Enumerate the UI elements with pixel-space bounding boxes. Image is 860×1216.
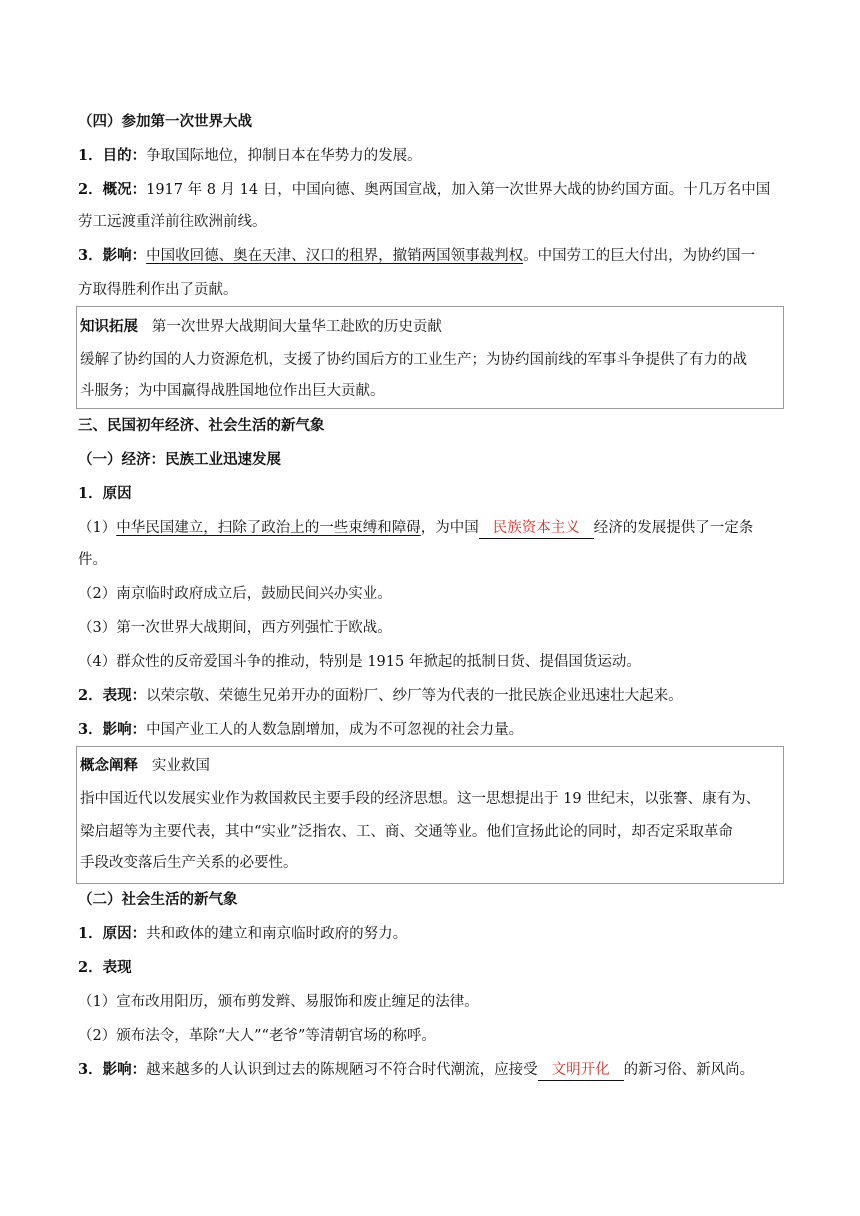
ww1-overview (78, 179, 782, 201)
mid-text: ，为中国 (420, 520, 479, 536)
suffix-text: 的新习俗、新风尚。 (623, 1062, 755, 1078)
econ-impact (78, 719, 782, 741)
performance-text: 以荣宗敬、荣德生兄弟开办的面粉厂、纱厂等为代表的一批民族企业迅速壮大起来。 (146, 688, 683, 704)
impact-text: 越来越多的人认识到过去的陈规陋习不符合时代潮流，应接受 (146, 1062, 538, 1078)
box-line: 缓解了协约国的人力资源危机，支援了协约国后方的工业生产；为协约国前线的军事斗争提供了有力的战 (80, 352, 747, 368)
econ-reason-1 (78, 517, 782, 539)
overview-text: 1917 年 8 月 14 日，中国向德、奥两国宣战，加入第一次世界大战的协约国方面。十几万名中国 (146, 182, 771, 198)
soc-impact (78, 1059, 782, 1081)
purpose-label: 1．目的： (78, 147, 147, 164)
concept-explanation-box (76, 746, 784, 884)
box-line: 手段改变落后生产关系的必要性。 (80, 855, 298, 871)
econ-reason-4: （4）群众性的反帝爱国斗争的推动，特别是 1915 年掀起的抵制日货、提倡国货运动。 (78, 654, 641, 670)
box-line: 梁启超等为主要代表，其中“实业”泛指农、工、商、交通等业。他们宣扬此论的同时，却否定采取革命 (80, 824, 733, 840)
econ-performance (78, 685, 782, 707)
suffix-text: 经济的发展提供了一定条 (593, 520, 754, 536)
item-prefix: （1） (78, 520, 117, 536)
impact-text: 。中国劳工的巨大付出，为协约国一 (523, 248, 756, 264)
purpose-text: 争取国际地位，抑制日本在华势力的发展。 (146, 148, 422, 164)
impact-text: 中国产业工人的人数急剧增加，成为不可忽视的社会力量。 (146, 722, 524, 738)
box-line: 斗服务；为中国赢得战胜国地位作出巨大贡献。 (80, 383, 385, 399)
subsection-heading-society: （二）社会生活的新气象 (78, 891, 238, 908)
underlined-text: 中华民国建立，扫除了政治上的一些束缚和障碍 (116, 520, 421, 536)
section-heading-ww1: （四）参加第一次世界大战 (78, 113, 252, 130)
answer-blank: 民族资本主义 (479, 519, 594, 539)
econ-reason-label: 1．原因 (78, 485, 132, 502)
soc-performance-1: （1）宣布改用阳历，颁布剪发辫、易服饰和废止缠足的法律。 (78, 994, 479, 1010)
knowledge-extension-box (76, 306, 784, 409)
soc-performance-label: 2．表现 (78, 959, 132, 976)
box-line: 指中国近代以发展实业作为救国救民主要手段的经济思想。这一思想提出于 19 世纪末，以张謇、康有为、 (80, 791, 761, 807)
impact-label: 3．影响： (78, 1061, 147, 1078)
impact-label: 3．影响： (78, 247, 147, 264)
section-heading-3: 三、民国初年经济、社会生活的新气象 (78, 417, 325, 434)
econ-reason-1-cont: 件。 (78, 552, 107, 568)
box-tag: 概念阐释 (80, 757, 138, 774)
ww1-overview-cont: 劳工远渡重洋前往欧洲前线。 (78, 214, 267, 230)
ww1-purpose (78, 145, 782, 167)
box-title: 实业救国 (151, 758, 210, 774)
ww1-impact (78, 245, 782, 267)
answer-blank: 文明开化 (538, 1061, 624, 1081)
ww1-impact-cont: 方取得胜利作出了贡献。 (78, 282, 238, 298)
performance-label: 2．表现： (78, 687, 147, 704)
box-title: 第一次世界大战期间大量华工赴欧的历史贡献 (151, 319, 442, 335)
reason-text: 共和政体的建立和南京临时政府的努力。 (146, 926, 408, 942)
econ-reason-2: （2）南京临时政府成立后，鼓励民间兴办实业。 (78, 586, 392, 602)
box-tag: 知识拓展 (80, 318, 138, 335)
soc-reason (78, 923, 782, 945)
soc-performance-2: （2）颁布法令，革除“大人”“老爷”等清朝官场的称呼。 (78, 1028, 436, 1044)
econ-reason-3: （3）第一次世界大战期间，西方列强忙于欧战。 (78, 620, 392, 636)
overview-label: 2．概况： (78, 181, 147, 198)
impact-label: 3．影响： (78, 721, 147, 738)
impact-underlined: 中国收回德、奥在天津、汉口的租界，撤销两国领事裁判权 (146, 248, 524, 264)
subsection-heading-economy: （一）经济：民族工业迅速发展 (78, 451, 281, 468)
reason-label: 1．原因： (78, 925, 147, 942)
